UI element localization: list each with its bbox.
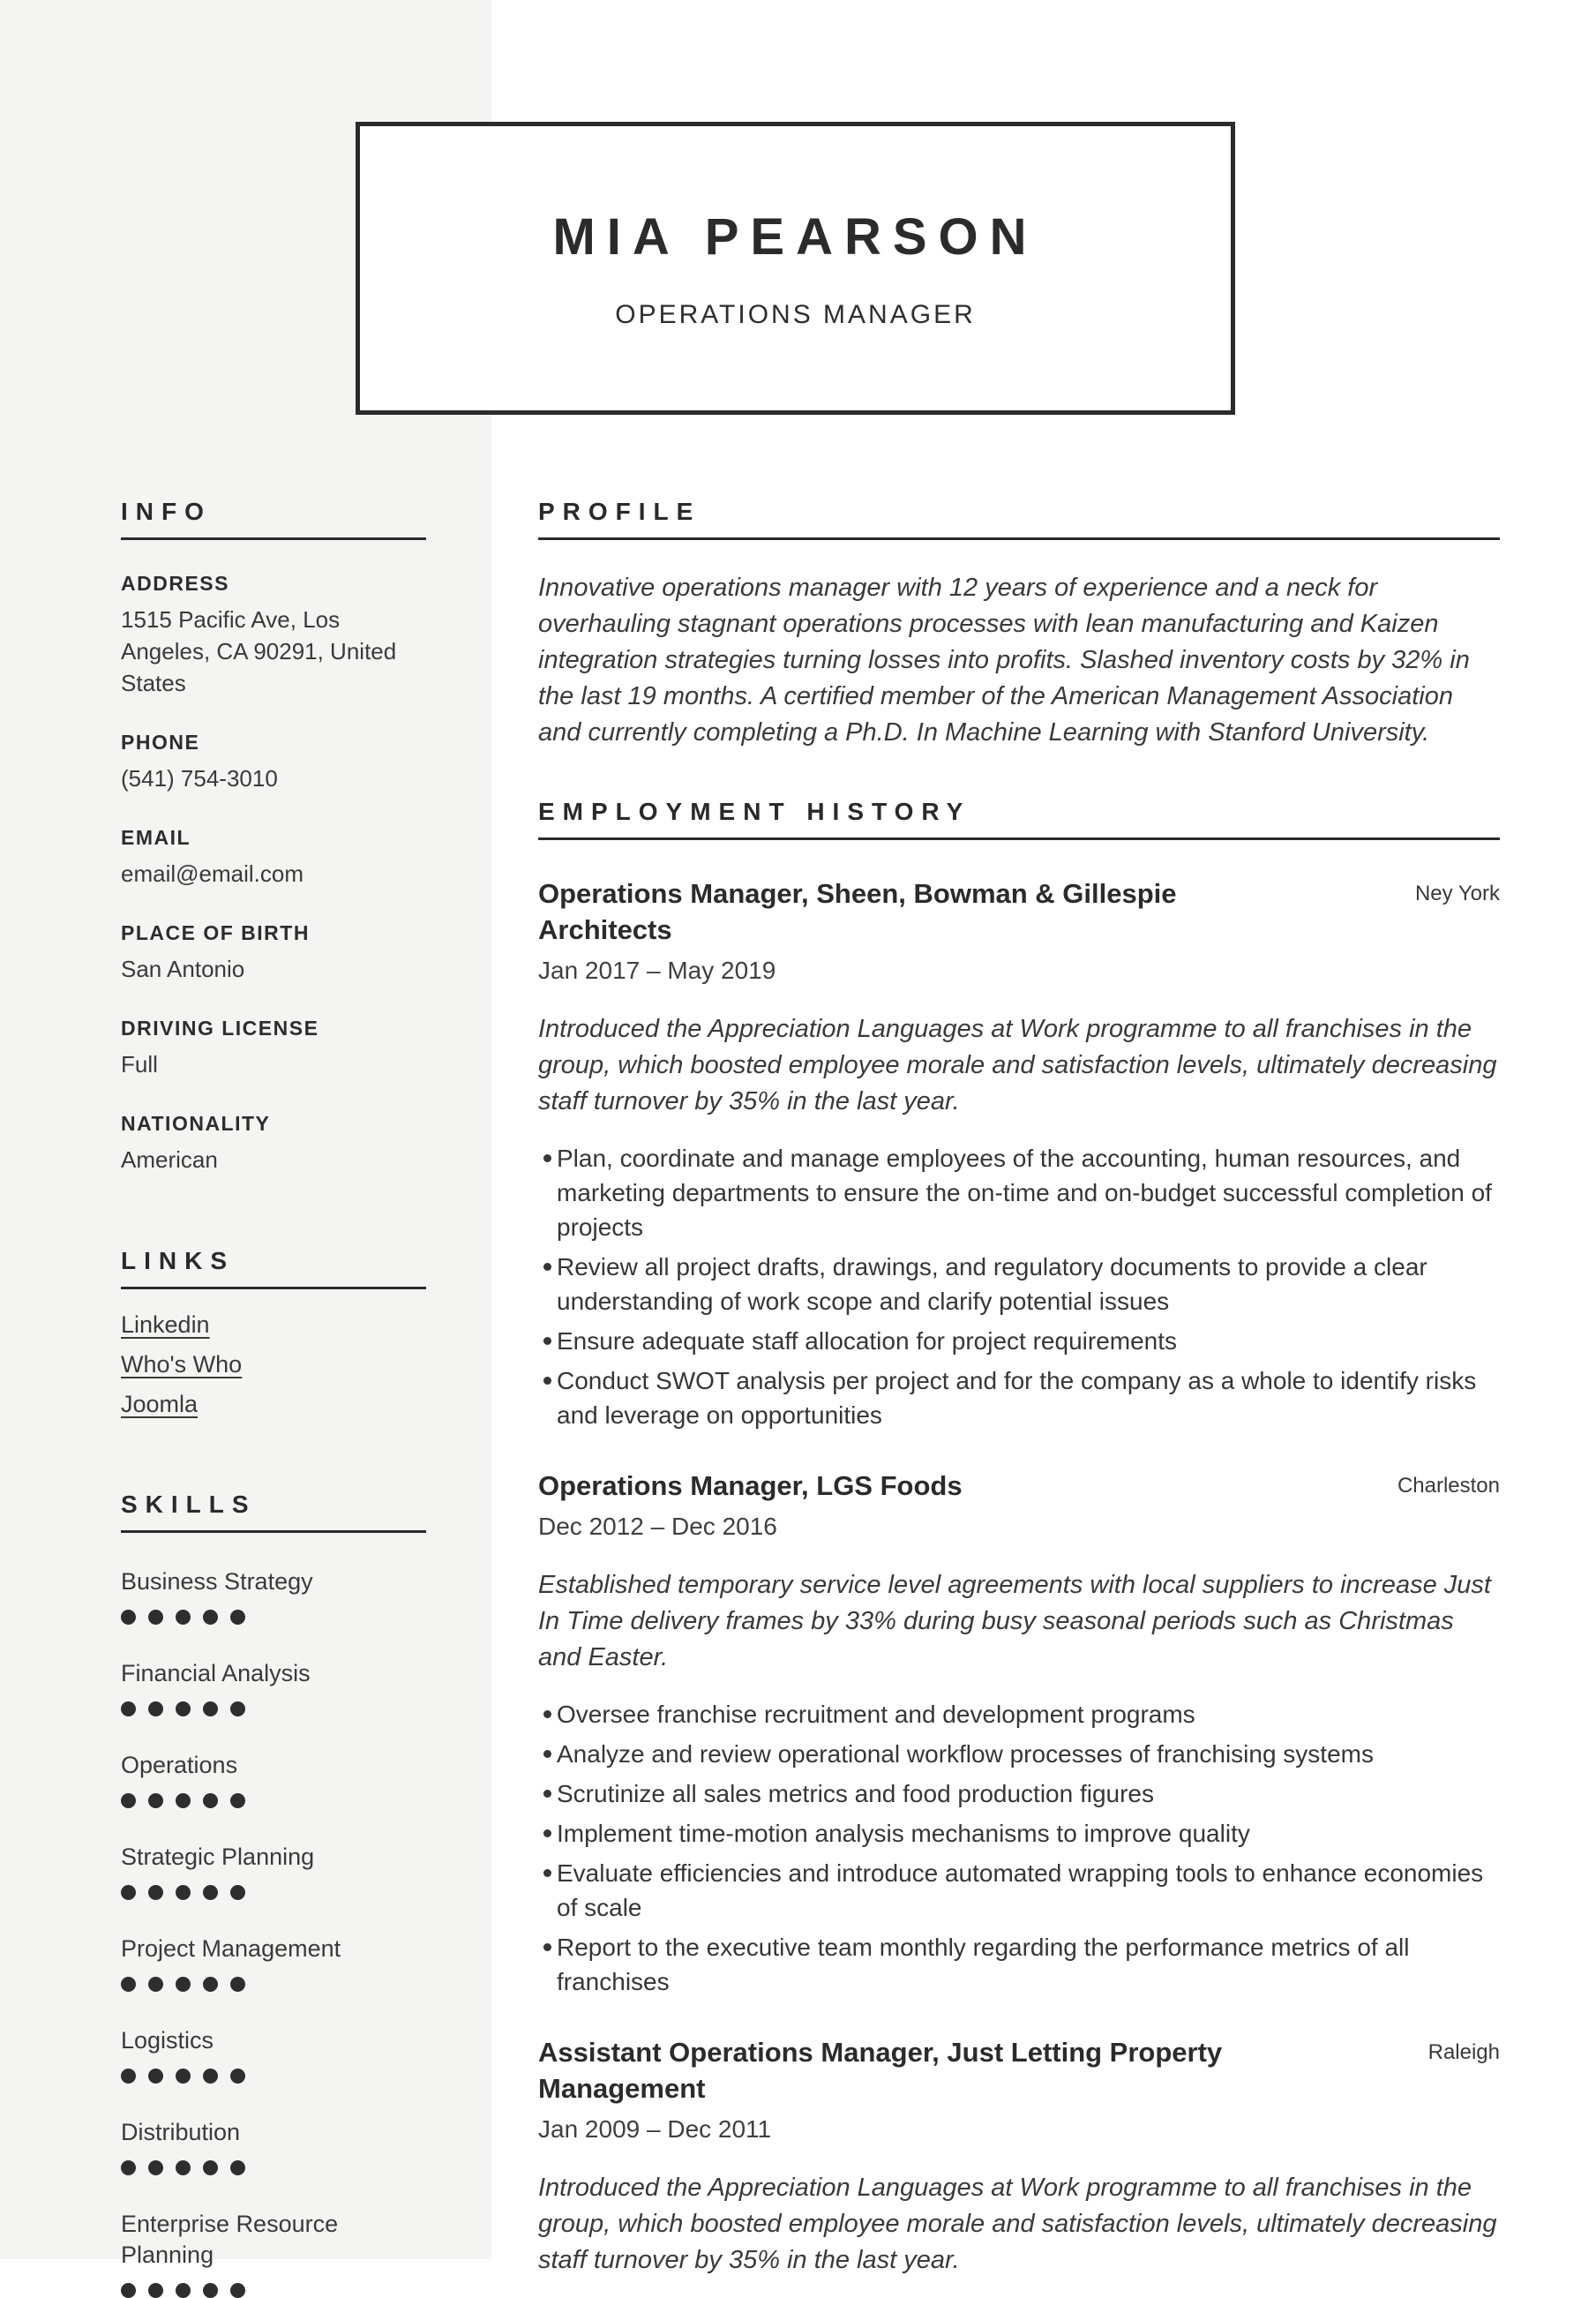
skill-project-management: [121, 1934, 426, 1992]
rating-dot: [230, 2283, 245, 2298]
job-summary: Introduced the Appreciation Languages at Work programme to all franchises in the group, which boosted employee morale and satisfaction levels, ultimately decreasing: [538, 2174, 1497, 2238]
skill-rating: [121, 1977, 426, 1992]
rating-dot: [148, 2283, 163, 2298]
rating-dot: [121, 1701, 136, 1716]
skill-name: Financial Analysis: [121, 1660, 311, 1686]
rating-dot: [230, 2069, 245, 2084]
rating-dot: [121, 1610, 136, 1625]
job-summary-clipped-line: [538, 2242, 1500, 2274]
job-bullet: Oversee franchise recruitment and development programs: [538, 1697, 1500, 1731]
skill-business-strategy: [121, 1566, 426, 1625]
info-item-place-of-birth: [121, 920, 426, 985]
skill-rating: [121, 1793, 426, 1808]
sidebar: [121, 497, 426, 2298]
rating-dot: [148, 1701, 163, 1716]
info-item-driving-license: [121, 1015, 426, 1080]
job-dates: Jan 2009 – Dec 2011: [538, 2115, 772, 2143]
job-header: [538, 875, 1500, 948]
rating-dot: [203, 2283, 218, 2298]
rating-dot: [230, 1977, 245, 1992]
profile-divider: [538, 537, 1500, 540]
info-value: 1515 Pacific Ave, Los Angeles, CA 90291, United States: [121, 606, 397, 696]
info-item-address: [121, 570, 426, 699]
rating-dot: [203, 1977, 218, 1992]
info-divider: [121, 537, 426, 540]
skill-logistics: [121, 2025, 426, 2084]
job-summary: Established temporary service level agreements with local suppliers to increase Just In Time delivery frames by 33% during busy seasonal periods such as Christmas and Easter.: [538, 1571, 1491, 1671]
skill-rating: [121, 2160, 426, 2175]
rating-dot: [203, 1885, 218, 1900]
rating-dot: [176, 1885, 191, 1900]
rating-dot: [148, 1610, 163, 1625]
skill-rating: [121, 2283, 426, 2298]
skill-distribution: [121, 2117, 426, 2175]
skills-section: [121, 1490, 426, 2298]
skill-name: Operations: [121, 1752, 238, 1778]
info-label: NATIONALITY: [121, 1112, 271, 1135]
main-column: [538, 497, 1500, 2274]
skill-name: Project Management: [121, 1935, 341, 1962]
job-bullet: Report to the executive team monthly regarding the performance metrics of all franchises: [538, 1930, 1500, 1999]
skill-name: Business Strategy: [121, 1568, 313, 1595]
employment-divider: [538, 837, 1500, 840]
skill-enterprise-resource-planning: [121, 2209, 426, 2298]
rating-dot: [230, 1701, 245, 1716]
employment-history-section: [538, 797, 1500, 2274]
job-entry-2: [538, 1468, 1500, 1999]
job-bullet: Review all project drafts, drawings, and regulatory documents to provide a clear understanding of work scope and clarify potential issues: [538, 1250, 1500, 1318]
skills-heading: SKILLS: [121, 1491, 257, 1518]
skill-operations: [121, 1750, 426, 1808]
rating-dot: [203, 1701, 218, 1716]
info-value: email@email.com: [121, 860, 303, 887]
rating-dot: [121, 1885, 136, 1900]
job-location: Raleigh: [1427, 2040, 1500, 2064]
rating-dot: [176, 1977, 191, 1992]
rating-dot: [176, 2069, 191, 2084]
rating-dot: [176, 1793, 191, 1808]
rating-dot: [176, 1610, 191, 1625]
job-summary-overflow-text: staff turnover by 35% in the last year.: [538, 2246, 960, 2274]
info-section: [121, 497, 426, 1175]
skill-name: Enterprise Resource Planning: [121, 2211, 339, 2268]
job-title: Assistant Operations Manager, Just Letting Property Management: [538, 2037, 1223, 2104]
info-value: (541) 754-3010: [121, 765, 278, 792]
info-label: ADDRESS: [121, 572, 229, 595]
rating-dot: [203, 2069, 218, 2084]
rating-dot: [176, 1701, 191, 1716]
job-entry-3: [538, 2034, 1500, 2274]
info-value: American: [121, 1146, 218, 1173]
skill-rating: [121, 1610, 426, 1625]
job-entry-1: [538, 875, 1500, 1432]
rating-dot: [176, 2283, 191, 2298]
rating-dot: [148, 2160, 163, 2175]
skill-name: Distribution: [121, 2119, 241, 2145]
rating-dot: [121, 2283, 136, 2298]
info-item-phone: [121, 729, 426, 794]
profile-text: Innovative operations manager with 12 years of experience and a neck for overhauling stagnant operations processes with lean manufacturing and Kaizen integration strategies turning losses into profits. Slashed inventory costs by 32% in the last 19 months. A certified member of the American Management Association and currently completing a Ph.D. In Machine Learning with Stanford University.: [538, 574, 1470, 747]
skill-name: Strategic Planning: [121, 1844, 315, 1870]
rating-dot: [230, 1610, 245, 1625]
job-bullet-list: [538, 1141, 1500, 1432]
job-dates: Dec 2012 – Dec 2016: [538, 1513, 777, 1540]
header-box: [356, 122, 1235, 415]
job-title: Operations Manager, Sheen, Bowman & Gillespie Architects: [538, 878, 1177, 945]
candidate-job-title: OPERATIONS MANAGER: [615, 299, 976, 329]
info-heading: INFO: [121, 498, 212, 525]
job-bullet-list: [538, 1697, 1500, 1999]
skills-divider: [121, 1530, 426, 1533]
info-label: EMAIL: [121, 826, 191, 849]
rating-dot: [176, 2160, 191, 2175]
info-label: PLACE OF BIRTH: [121, 921, 310, 944]
rating-dot: [121, 1977, 136, 1992]
rating-dot: [230, 2160, 245, 2175]
rating-dot: [230, 1793, 245, 1808]
job-summary: Introduced the Appreciation Languages at Work programme to all franchises in the group, which boosted employee morale and satisfaction levels, ultimately decreasing staff turnover by 35% in the last year.: [538, 1015, 1497, 1115]
job-bullet: Conduct SWOT analysis per project and for the company as a whole to identify risks and leverage on opportunities: [538, 1363, 1500, 1432]
job-title: Operations Manager, LGS Foods: [538, 1470, 963, 1501]
info-label: PHONE: [121, 731, 200, 754]
job-location: Charleston: [1397, 1474, 1500, 1498]
job-bullet: Plan, coordinate and manage employees of the accounting, human resources, and marketing departments to ensure the on-time and on-budget successful completion of projects: [538, 1141, 1500, 1244]
job-header: [538, 1468, 1500, 1504]
links-heading: LINKS: [121, 1247, 235, 1274]
skill-rating: [121, 2069, 426, 2084]
skill-rating: [121, 1701, 426, 1716]
candidate-name: MIA PEARSON: [552, 207, 1038, 266]
job-bullet: Scrutinize all sales metrics and food production figures: [538, 1776, 1500, 1811]
rating-dot: [121, 2160, 136, 2175]
profile-section: [538, 497, 1500, 751]
rating-dot: [203, 2160, 218, 2175]
info-item-email: [121, 824, 426, 890]
job-dates: Jan 2017 – May 2019: [538, 957, 776, 984]
info-item-nationality: [121, 1110, 426, 1175]
rating-dot: [148, 1793, 163, 1808]
rating-dot: [230, 1885, 245, 1900]
job-bullet: Ensure adequate staff allocation for project requirements: [538, 1324, 1500, 1358]
rating-dot: [148, 1885, 163, 1900]
rating-dot: [148, 2069, 163, 2084]
profile-heading: PROFILE: [538, 498, 701, 525]
skill-financial-analysis: [121, 1658, 426, 1716]
job-bullet: Analyze and review operational workflow processes of franchising systems: [538, 1737, 1500, 1771]
rating-dot: [121, 1793, 136, 1808]
info-label: DRIVING LICENSE: [121, 1017, 319, 1040]
job-header: [538, 2034, 1500, 2106]
info-value: Full: [121, 1051, 158, 1078]
info-value: San Antonio: [121, 956, 245, 982]
skill-rating: [121, 1885, 426, 1900]
links-section: LINKS Linkedin Who's Who Joomla: [121, 1246, 426, 1408]
job-bullet: Implement time-motion analysis mechanisms to improve quality: [538, 1816, 1500, 1851]
rating-dot: [121, 2069, 136, 2084]
skill-name: Logistics: [121, 2027, 214, 2054]
job-bullet: Evaluate efficiencies and introduce automated wrapping tools to enhance economies of scale: [538, 1856, 1500, 1925]
skill-strategic-planning: [121, 1842, 426, 1900]
rating-dot: [203, 1610, 218, 1625]
rating-dot: [148, 1977, 163, 1992]
employment-heading: EMPLOYMENT HISTORY: [538, 798, 971, 825]
rating-dot: [203, 1793, 218, 1808]
job-location: Ney York: [1414, 882, 1500, 905]
